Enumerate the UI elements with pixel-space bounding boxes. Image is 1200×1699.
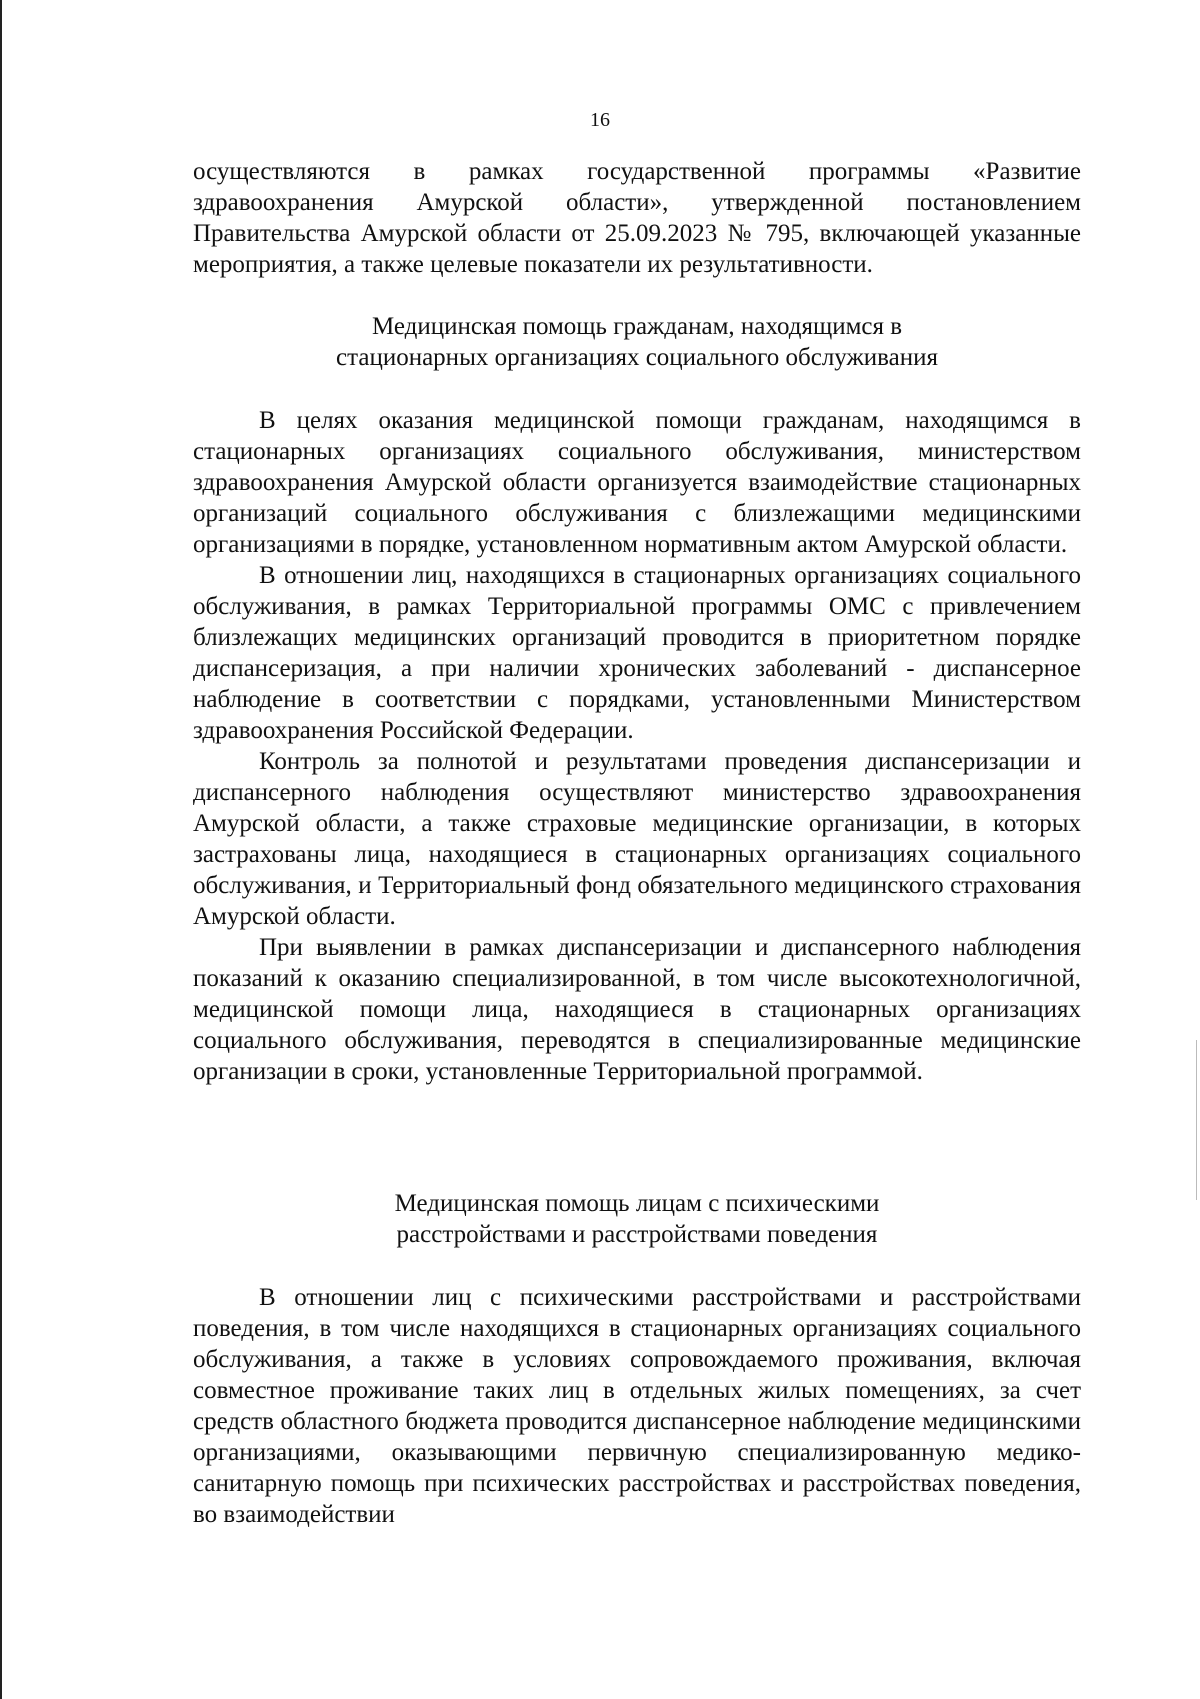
page-number: 16 [590,109,610,131]
section-heading-line: стационарных организациях социального обслуживания [336,344,938,371]
section-heading-line: Медицинская помощь лицам с психическими [394,1190,880,1217]
section-heading-social-care [193,311,1081,373]
scan-edge [0,0,2,1699]
section-heading-line: Медицинская помощь гражданам, находящимся в [371,313,903,340]
section-body-mental-health [193,1282,1081,1530]
section-heading-mental-health [193,1188,1081,1250]
section-heading-line: расстройствами и расстройствами поведения [396,1221,878,1248]
paragraph: В отношении лиц с психическими расстройствами и расстройствами поведения, в том числе находящихся в стационарных организациях социального обслуживания, а также в условиях сопровождаемого проживания, включая совместное проживание таких лиц в отдельных жилых помещениях, за счет средств областного бюджета проводится диспансерное наблюдение медицинскими организациями, оказывающими первичную специализированную медико-санитарную помощь при психических расстройствах и расстройствах поведения, во взаимодействии [193,1284,1081,1528]
scan-edge-artifact [1196,1040,1197,1200]
paragraph: Контроль за полнотой и результатами проведения диспансеризации и диспансерного наблюдения осуществляют министерство здравоохранения Амурской области, а также страховые медицинские организации, в которых застрахованы лица, находящиеся в стационарных организациях социального обслуживания, и Территориальный фонд обязательного медицинского страхования Амурской области. [193,748,1081,930]
section-body-social-care [193,405,1081,1087]
paragraph: В отношении лиц, находящихся в стационарных организациях социального обслуживания, в рамках Территориальной программы ОМС с привлечением близлежащих медицинских организаций проводится в приоритетном порядке диспансеризация, а при наличии хронических заболеваний - диспансерное наблюдение в соответствии с порядками, установленными Министерством здравоохранения Российской Федерации. [193,562,1081,744]
intro-paragraph: осуществляются в рамках государственной программы «Развитие здравоохранения Амурской области», утвержденной постановлением Правительства Амурской области от 25.09.2023 № 795, включающей указанные мероприятия, а также целевые показатели их результативности. [193,158,1081,278]
intro-paragraph-block [193,156,1081,280]
paragraph: При выявлении в рамках диспансеризации и диспансерного наблюдения показаний к оказанию специализированной, в том числе высокотехнологичной, медицинской помощи лица, находящиеся в стационарных организациях социального обслуживания, переводятся в специализированные медицинские организации в сроки, установленные Территориальной программой. [193,934,1081,1085]
paragraph: В целях оказания медицинской помощи гражданам, находящимся в стационарных организациях социального обслуживания, министерством здравоохранения Амурской области организуется взаимодействие стационарных организаций социального обслуживания с близлежащими медицинскими организациями в порядке, установленном нормативным актом Амурской области. [193,407,1081,558]
